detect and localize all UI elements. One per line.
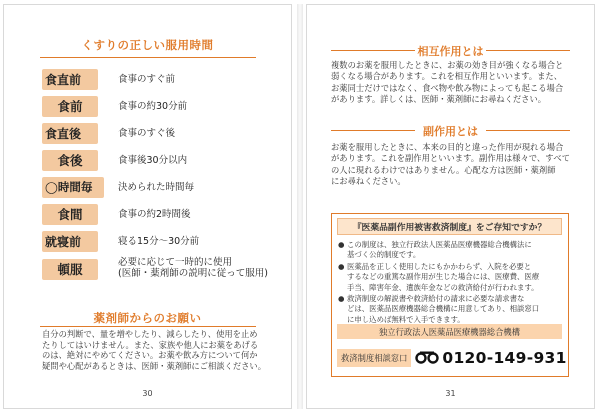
pharmacist-request-title: 薬剤師からのお願い (93, 311, 202, 325)
timing-description: 寝る15分〜30分前 (118, 235, 200, 247)
timing-row (42, 95, 282, 118)
timing-description: 決められた時間毎 (118, 181, 195, 193)
dosing-timing-list (42, 68, 282, 286)
timing-row (42, 230, 282, 253)
heading-rule (486, 50, 570, 51)
timing-row (42, 257, 282, 281)
pharmacist-underline (40, 326, 256, 327)
timing-description: 食事のすぐ前 (118, 73, 176, 85)
interaction-heading-row (307, 43, 594, 59)
bullet: ● (338, 240, 345, 249)
timing-row (42, 68, 282, 91)
timing-label: 食直後 (42, 123, 98, 144)
timing-label: 食後 (42, 150, 98, 171)
timing-row (42, 176, 282, 199)
freedial-icon (415, 351, 439, 365)
bullet: ● (338, 294, 345, 304)
timing-description: 食事の約2時間後 (118, 208, 191, 220)
timing-label: 食直前 (42, 69, 98, 90)
timing-row (42, 203, 282, 226)
page-number: 31 (445, 389, 456, 398)
book-gutter (297, 4, 303, 409)
relief-item: ● 救済制度の解説書や救済給付の請求に必要な請求書な どは、医薬品医療機器総合機構に用意してあり、相談窓口 に申し込めば無料で入手できます。 (338, 294, 540, 324)
timing-label: 食間 (42, 204, 98, 225)
heading-rule (331, 50, 415, 51)
timing-description: 食事後30分以内 (118, 154, 188, 166)
side-effect-heading: 副作用とは (423, 125, 478, 138)
heading-rule (486, 130, 570, 131)
relief-item: ● 医薬品を正しく使用したにもかかわらず、入院を必要と するなどの重篤な副作用が生じた場合には、医療費、医療 手当、障害年金、遺族年金などの救済給付が行われます。 (338, 261, 540, 292)
dosing-times-title: くすりの正しい服用時間 (81, 38, 214, 52)
relief-system-title: 『医薬品副作用被害救済制度』をご存知ですか？ (337, 218, 562, 235)
left-page (3, 4, 292, 409)
pharmacist-request-body: 自分の判断で、量を増やしたり、減らしたり、使用を止め たりしてはいけません。また、家族や他人にお薬をあげる のは、絶対にやめてください。お薬や飲み方について何か 疑問や心配があるときは、医師・薬剤師にご相談ください。 (42, 329, 267, 372)
timing-label: 就寝前 (42, 231, 98, 252)
organization-name: 独立行政法人医薬品医療機器総合機構 (337, 324, 562, 339)
timing-description: 必要に応じて一時的に使用 (医師・薬剤師の説明に従って服用) (118, 257, 268, 279)
side-effect-heading-row (307, 123, 594, 139)
timing-description: 食事の約30分前 (118, 100, 188, 112)
phone-number[interactable]: 0120-149-931 (442, 349, 567, 367)
interaction-heading: 相互作用とは (417, 45, 484, 58)
timing-label: ◯時間毎 (42, 177, 104, 198)
right-page (306, 4, 595, 409)
interaction-body: 複数のお薬を服用したときに、お薬の効き目が強くなる場合と 弱くなる場合があります。これを相互作用といいます。また、 お薬同士だけではなく、食べ物や飲み物によっても起こる場合 があります。詳しくは、医師・薬剤師にお尋ねください。 (331, 60, 564, 105)
heading-rule (331, 130, 415, 131)
page-number: 30 (142, 389, 153, 398)
contact-label: 救済制度相談窓口 (337, 349, 411, 367)
title-underline (40, 57, 256, 58)
contact-row (337, 346, 567, 370)
timing-row (42, 122, 282, 145)
timing-label: 頓服 (42, 259, 98, 280)
relief-system-box (331, 213, 569, 377)
timing-description: 食事のすぐ後 (118, 127, 176, 139)
bullet: ● (338, 261, 345, 271)
timing-label: 食前 (42, 96, 98, 117)
relief-item: ● この制度は、独立行政法人医薬品医療機器総合機構法に 基づく公的制度です。 (338, 240, 532, 260)
side-effect-body: お薬を服用したときに、本来の目的と違った作用が現れる場合 があります。これを副作用といいます。副作用は様々で、すべて の人に現れるわけではありません。心配な方は医師・薬剤師 にお尋ねください。 (331, 142, 570, 187)
timing-row (42, 149, 282, 172)
relief-system-list (338, 240, 564, 326)
